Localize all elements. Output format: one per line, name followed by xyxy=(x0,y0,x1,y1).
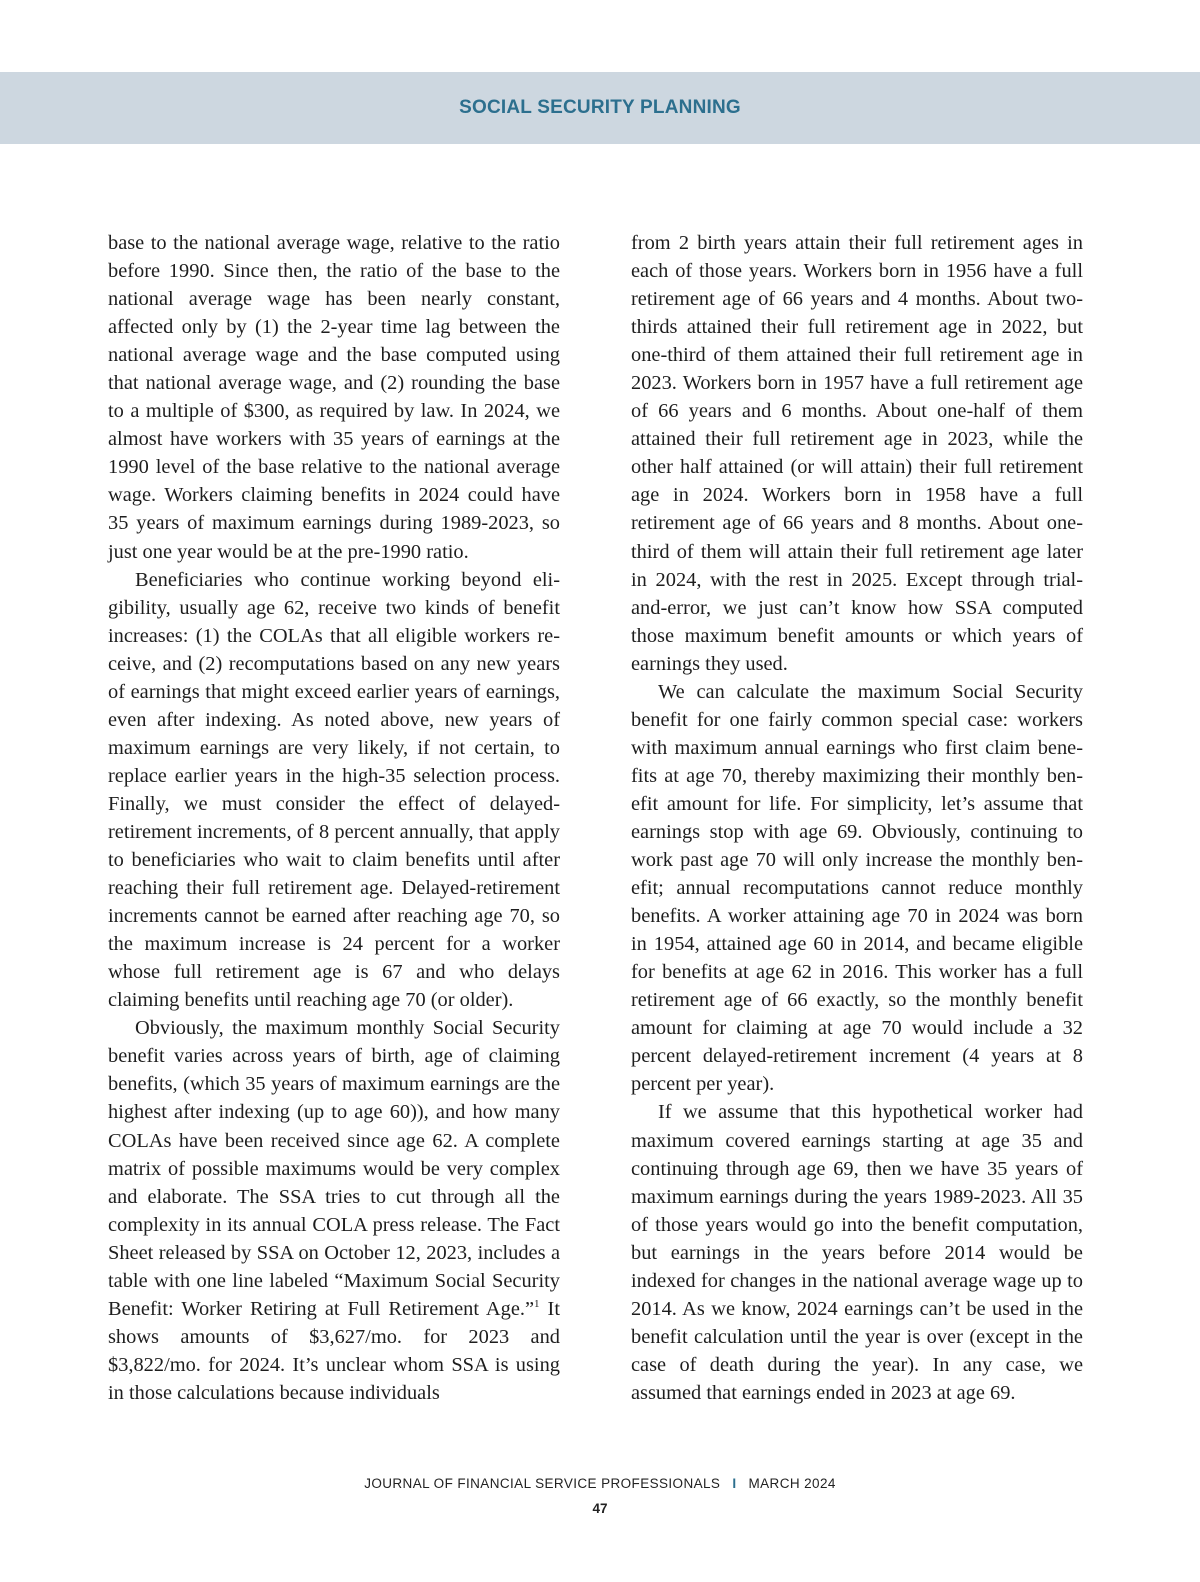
paragraph-text: Obviously, the maximum monthly Social Security benefit varies across years of birth, age of claiming benefits, (which 35 years of maximum earnings are the highest after indexing (up to age 60)), and how many COLAs have been received since age 62. A complete matrix of possible maximums would be very complex and elaborate. The SSA tries to cut through all the complexity in its annual COLA press release. The Fact Sheet released by SSA on October 12, 2023, includes a table with one line labeled “Maximum Social Security Benefit: Worker Retiring at Full Retirement Age.” xyxy=(108,1017,560,1320)
left-column xyxy=(108,229,560,1407)
paragraph-text: It shows amounts of $3,627/mo. for 2023 and $3,822/mo. for 2024. It’s unclear whom SSA is using in those calculations because individuals xyxy=(108,1297,560,1404)
page-number: 47 xyxy=(592,1501,608,1516)
issue-date: MARCH 2024 xyxy=(748,1476,836,1491)
page-footer xyxy=(0,1476,1200,1491)
footnote-marker[interactable]: 1 xyxy=(534,1297,540,1310)
paragraph: from 2 birth years attain their full retirement ages in each of those years. Workers born in 1956 have a full retirement age of 66 years and 4 months. About two-thirds attained their full retirement age in 2022, but one-third of them attained their full retirement age in 2023. Workers born in 1957 have a full retirement age of 66 years and 6 months. About one-half of them attained their full retirement age in 2023, while the other half attained (or will attain) their full retirement age in 2024. Workers born in 1958 have a full retirement age of 66 years and 8 months. About one-third of them will attain their full retirement age later in 2024, with the rest in 2025. Except through trial-and-error, we just can’t know how SSA computed those maximum benefit amounts or which years of earnings they used. xyxy=(631,232,1083,675)
section-title: SOCIAL SECURITY PLANNING xyxy=(459,97,741,118)
paragraph: base to the national average wage, relative to the ratio before 1990. Since then, the ratio of the base to the national average wage has been nearly constant, affected only by (1) the 2-year time lag between the national average wage and the base computed using that national average wage, and (2) rounding the base to a multiple of $300, as required by law. In 2024, we almost have workers with 35 years of earnings at the 1990 level of the base relative to the national average wage. Workers claiming benefits in 2024 could have 35 years of maximum earnings during 1989-2023, so just one year would be at the pre-1990 ratio. xyxy=(108,232,560,563)
right-column xyxy=(631,229,1083,1407)
paragraph: If we assume that this hypothetical worker had maximum covered earnings starting at age 35 and continuing through age 69, then we have 35 years of maximum earnings during the years 1989-2023. All 35 of those years would go into the benefit computation, but earnings in the years before 2014 would be indexed for changes in the national average wage up to 2014. As we know, 2024 earnings can’t be used in the benefit calculation until the year is over (except in the case of death during the year). In any case, we assumed that earnings ended in 2023 at age 69. xyxy=(631,1101,1083,1404)
paragraph: We can calculate the maximum Social Security benefit for one fairly common special case: workers with maximum annual earnings who first claim benefits at age 70, thereby maximizing their monthly benefit amount for life. For simplicity, let’s assume that earnings stop with age 69. Obviously, continuing to work past age 70 will only increase the monthly benefit; annual recomputations cannot reduce monthly benefits. A worker attaining age 70 in 2024 was born in 1954, attained age 60 in 2014, and became eligible for benefits at age 62 in 2016. This worker has a full retirement age of 66 exactly, so the monthly benefit amount for claiming at age 70 would include a 32 percent delayed-retirement increment (4 years at 8 percent per year). xyxy=(631,680,1083,1096)
journal-name: JOURNAL OF FINANCIAL SERVICE PROFESSIONALS xyxy=(364,1476,721,1491)
section-header-band xyxy=(0,72,1200,144)
paragraph: Beneficiaries who continue working beyond eligibility, usually age 62, receive two kinds of benefit increases: (1) the COLAs that all eligible workers receive, and (2) recomputations based on any new years of earnings that might exceed earlier years of earnings, even after indexing. As noted above, new years of maximum earnings are very likely, if not certain, to replace earlier years in the high-35 selection process. Finally, we must consider the effect of delayed-retirement increments, of 8 percent annually, that apply to beneficiaries who wait to claim benefits until after reaching their full retirement age. Delayed-retirement increments cannot be earned after reaching age 70, so the maximum increase is 24 percent for a worker whose full retirement age is 67 and who delays claiming benefits until reaching age 70 (or older). xyxy=(108,568,560,1012)
footer-separator: I xyxy=(732,1476,737,1491)
paragraph xyxy=(108,1014,560,1407)
